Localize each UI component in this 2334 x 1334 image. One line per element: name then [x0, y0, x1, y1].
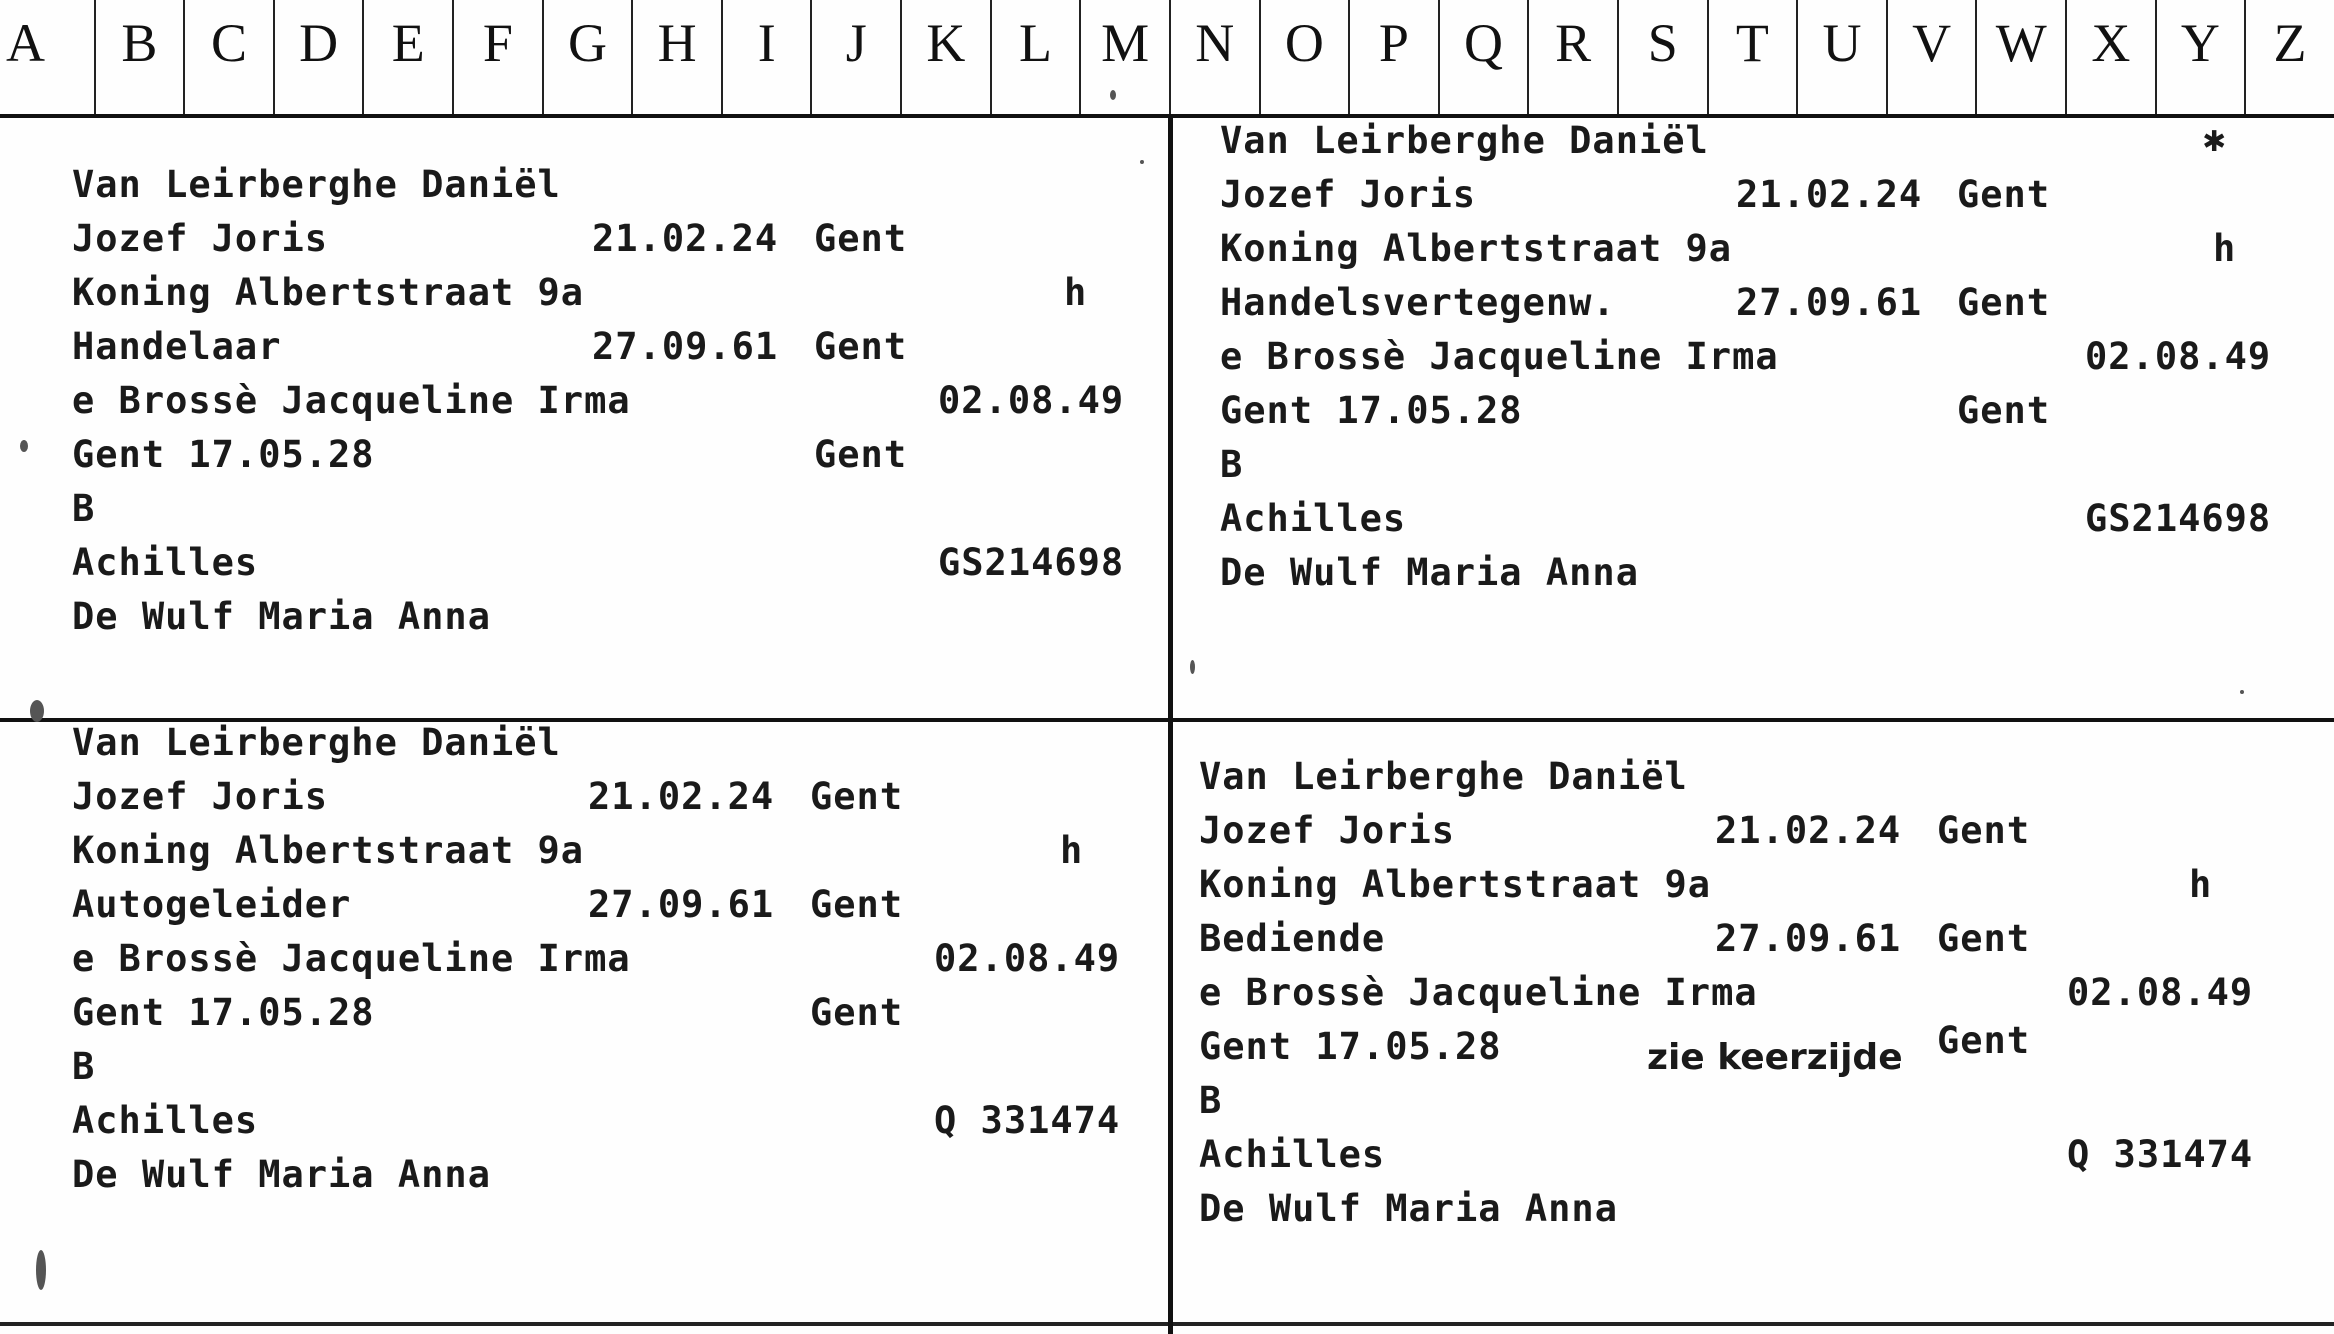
record-card-top-left: [0, 118, 1168, 718]
card-name: Van Leirberghe Daniël: [72, 163, 561, 206]
card-address: Koning Albertstraat 9a: [72, 829, 585, 872]
card-birth-place: Gent: [814, 217, 908, 260]
alphabet-letter: H: [633, 0, 723, 114]
card-occupation: Autogeleider: [72, 883, 352, 926]
card-reg-place: Gent: [814, 325, 908, 368]
alphabet-letter: M: [1081, 0, 1171, 114]
card-reg-place: Gent: [1957, 281, 2051, 324]
card-spouse: e Brossè Jacqueline Irma: [1199, 971, 1758, 1014]
card-birth-date: 21.02.24: [1736, 173, 1923, 216]
alphabet-letter: Z: [2273, 13, 2307, 73]
card-address: Koning Albertstraat 9a: [1220, 227, 1733, 270]
card-marriage-date: 02.08.49: [938, 379, 1125, 422]
card-reg-place: Gent: [1937, 917, 2031, 960]
card-spouse-birth: Gent 17.05.28: [72, 433, 375, 476]
card-spouse-birth: Gent 17.05.28: [1220, 389, 1523, 432]
alphabet-letter: E: [364, 0, 454, 114]
alphabet-letter: K: [902, 0, 992, 114]
card-occupation: Handelaar: [72, 325, 282, 368]
record-card-bottom-left: [0, 722, 1168, 1322]
card-category: B: [1220, 443, 1244, 486]
card-category: B: [72, 1045, 96, 1088]
card-spouse-place: Gent: [1957, 389, 2051, 432]
alphabet-letter: L: [992, 0, 1082, 114]
record-card-top-right: [1173, 118, 2334, 718]
alphabet-letter: A: [0, 0, 96, 114]
card-first-names: Jozef Joris: [72, 775, 329, 818]
card-birth-date: 21.02.24: [592, 217, 779, 260]
card-birth-date: 21.02.24: [1715, 809, 1902, 852]
alphabet-letter: D: [275, 0, 365, 114]
alphabet-letter: X: [2067, 0, 2157, 114]
alphabet-letter: W: [1977, 0, 2067, 114]
card-occupation: Bediende: [1199, 917, 1386, 960]
scan-speck: [2240, 690, 2244, 694]
card-marker: h: [2213, 227, 2237, 270]
card-mother: De Wulf Maria Anna: [1220, 551, 1639, 594]
card-birth-place: Gent: [1937, 809, 2031, 852]
scan-speck: [30, 700, 44, 722]
alphabet-letter: N: [1171, 0, 1261, 114]
card-name: Van Leirberghe Daniël: [1199, 755, 1688, 798]
card-birth-date: 21.02.24: [588, 775, 775, 818]
card-address: Koning Albertstraat 9a: [72, 271, 585, 314]
alphabet-letter: S: [1619, 0, 1709, 114]
card-marriage-date: 02.08.49: [2085, 335, 2272, 378]
card-name: Van Leirberghe Daniël: [1220, 119, 1709, 162]
alphabet-letter: P: [1350, 0, 1440, 114]
card-spouse: e Brossè Jacqueline Irma: [1220, 335, 1779, 378]
scan-speck: [1190, 660, 1195, 674]
scan-speck: [1140, 160, 1144, 164]
card-note: zie keerzijde: [1647, 1037, 1903, 1078]
card-father: Achilles: [1220, 497, 1407, 540]
card-birth-place: Gent: [810, 775, 904, 818]
card-spouse-birth: Gent 17.05.28: [1199, 1025, 1502, 1068]
card-spouse-place: Gent: [1937, 1019, 2031, 1062]
card-marriage-date: 02.08.49: [2067, 971, 2254, 1014]
card-occupation: Handelsvertegenw.: [1220, 281, 1616, 324]
card-reg-date: 27.09.61: [588, 883, 775, 926]
card-marker: h: [1064, 271, 1088, 314]
card-first-names: Jozef Joris: [72, 217, 329, 260]
alphabet-letter: V: [1888, 0, 1978, 114]
card-reg-date: 27.09.61: [592, 325, 779, 368]
card-marker: h: [1060, 829, 1084, 872]
alphabet-letter: C: [185, 0, 275, 114]
card-mother: De Wulf Maria Anna: [72, 595, 491, 638]
card-father: Achilles: [72, 541, 259, 584]
alphabet-letter: I: [723, 0, 813, 114]
card-mother: De Wulf Maria Anna: [1199, 1187, 1618, 1230]
bottom-rule-right: [1173, 1322, 2334, 1326]
bottom-rule-left: [0, 1322, 1168, 1326]
card-name: Van Leirberghe Daniël: [72, 721, 561, 764]
alphabet-index-row: [0, 0, 2334, 118]
card-reg-date: 27.09.61: [1736, 281, 1923, 324]
card-category: B: [72, 487, 96, 530]
card-marker: h: [2189, 863, 2213, 906]
scan-speck: [20, 440, 28, 452]
card-reg-date: 27.09.61: [1715, 917, 1902, 960]
card-father: Achilles: [72, 1099, 259, 1142]
alphabet-letter: R: [1529, 0, 1619, 114]
alphabet-letter: O: [1261, 0, 1351, 114]
card-id-number: Q 331474: [2067, 1133, 2254, 1176]
card-id-number: GS214698: [2085, 497, 2272, 540]
card-spouse-place: Gent: [810, 991, 904, 1034]
card-father: Achilles: [1199, 1133, 1386, 1176]
card-category: B: [1199, 1079, 1223, 1122]
alphabet-letter: Q: [1440, 0, 1530, 114]
card-spouse: e Brossè Jacqueline Irma: [72, 937, 631, 980]
card-id-number: Q 331474: [934, 1099, 1121, 1142]
card-id-number: GS214698: [938, 541, 1125, 584]
alphabet-letter: J: [812, 0, 902, 114]
card-first-names: Jozef Joris: [1220, 173, 1477, 216]
alphabet-letter: T: [1709, 0, 1799, 114]
alphabet-letter: B: [96, 0, 186, 114]
card-spouse-place: Gent: [814, 433, 908, 476]
alphabet-letter: Y: [2157, 0, 2247, 114]
alphabet-letter: F: [454, 0, 544, 114]
card-spouse-birth: Gent 17.05.28: [72, 991, 375, 1034]
scan-speck: [1110, 90, 1116, 100]
record-card-bottom-right: [1173, 722, 2334, 1322]
card-marriage-date: 02.08.49: [934, 937, 1121, 980]
card-reg-place: Gent: [810, 883, 904, 926]
card-birth-place: Gent: [1957, 173, 2051, 216]
alphabet-letter: G: [544, 0, 634, 114]
alphabet-letter: U: [1798, 0, 1888, 114]
card-address: Koning Albertstraat 9a: [1199, 863, 1712, 906]
card-spouse: e Brossè Jacqueline Irma: [72, 379, 631, 422]
card-corner-mark: ✱: [2203, 117, 2227, 160]
card-mother: De Wulf Maria Anna: [72, 1153, 491, 1196]
card-first-names: Jozef Joris: [1199, 809, 1456, 852]
scan-speck: [36, 1250, 46, 1290]
